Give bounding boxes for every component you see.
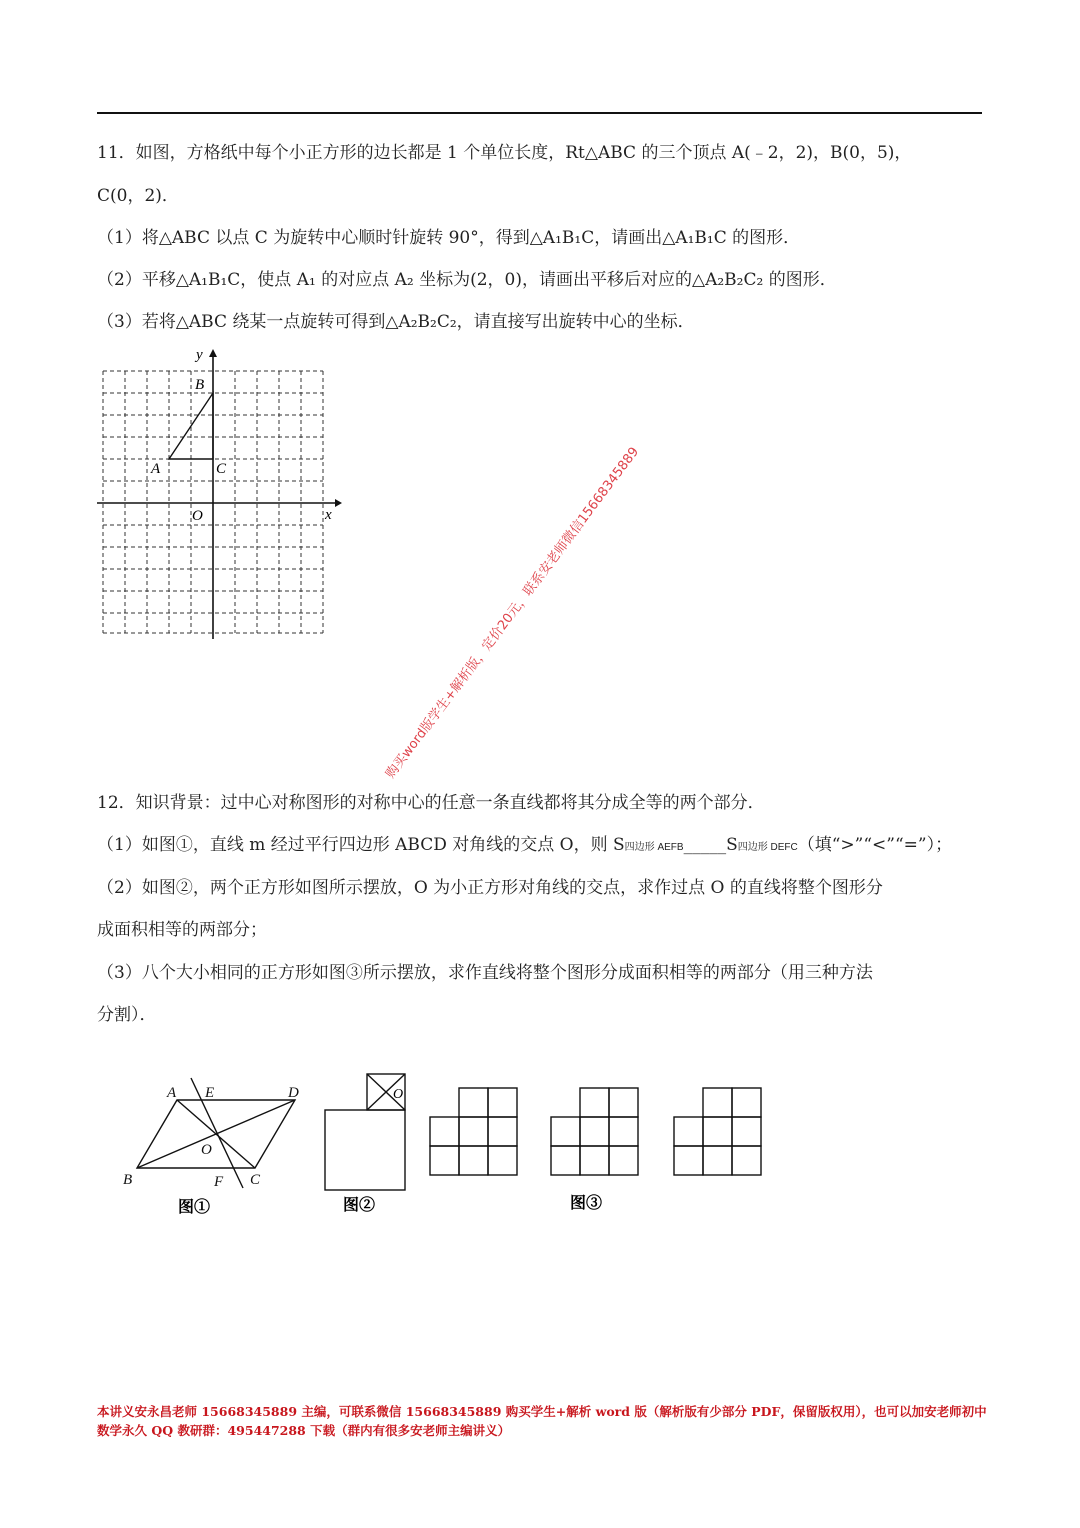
x-axis-arrow [335,499,342,507]
q12-part3b: 分割）． [97,1005,157,1025]
q12-part1-sub1: 四边形 AEFB [624,842,684,853]
q12-part2a: （2）如图②，两个正方形如图所示摆放，O 为小正方形对角线的交点，求作过点 O 的直线将整个图形分 [97,878,883,898]
fig3-grid-c [674,1088,761,1175]
watermark-text: 购买word版学生+解析版，定价20元，联系安老师微信15668345889 [383,444,643,782]
point-c-label: C [216,461,227,477]
fig1-label-b: B [123,1172,133,1188]
q12-part1-blank: _____ [683,835,727,855]
point-a-label: A [151,461,161,477]
fig1-label-o: O [201,1142,212,1158]
q11-part3: （3）若将△ABC 绕某一点旋转可得到△A₂B₂C₂，请直接写出旋转中心的坐标． [97,312,695,332]
q12-part1 [97,833,952,860]
header-rule [97,112,982,114]
q12-part1-sub2: 四边形 DEFC [737,842,798,853]
fig3-grid-a [430,1088,517,1175]
fig1-caption: 图① [178,1197,211,1216]
q12-part1-text: （1）如图①，直线 m 经过平行四边形 ABCD 对角线的交点 O，则 S [97,835,625,855]
q11-grid-figure [95,345,345,645]
footer-notice: 本讲义安永昌老师 15668345889 主编，可联系微信 15668345889 购买学生+解析 word 版（解析版有少部分 PDF，保留版权用），也可以加安老师初中数学永久 QQ 教研群：495447288 下载（群内有很多安老师主编讲义） [97,1404,987,1438]
fig2-caption: 图② [343,1195,376,1214]
q11-line1: 11．如图，方格纸中每个小正方形的边长都是 1 个单位长度，Rt△ABC 的三个顶点 A(﹣2，2)，B(0，5)， [97,143,912,163]
fig1-label-f: F [214,1174,224,1190]
fig2-label-o: O [393,1087,404,1102]
x-axis-label: x [325,507,332,523]
q12-part3a: （3）八个大小相同的正方形如图③所示摆放，求作直线将整个图形分成面积相等的两部分（用三种方法 [97,963,873,983]
fig1-parallelogram [137,1078,295,1188]
q12-figures [115,1070,795,1220]
q12-part2b: 成面积相等的两部分； [97,920,267,940]
fig1-label-c: C [250,1172,261,1188]
q11-line2: C(0，2)． [97,186,179,206]
q12-part1-s2: S [726,835,738,855]
fig1-label-e: E [205,1085,215,1101]
fig3-caption: 图③ [570,1193,603,1212]
origin-label: O [192,508,203,524]
y-axis-label: y [196,347,203,363]
y-axis-arrow [209,349,217,357]
point-b-label: B [195,377,205,393]
q12-line1: 12．知识背景：过中心对称图形的对称中心的任意一条直线都将其分成全等的两个部分． [97,793,765,813]
q12-part1-after: （填“>”“<”“=”）； [797,835,953,855]
fig1-label-a: A [167,1085,177,1101]
q11-part1: （1）将△ABC 以点 C 为旋转中心顺时针旋转 90°，得到△A₁B₁C，请画出△A₁B₁C 的图形． [97,228,801,248]
fig3-grid-b [551,1088,638,1175]
fig1-label-d: D [288,1085,299,1101]
q11-part2: （2）平移△A₁B₁C，使点 A₁ 的对应点 A₂ 坐标为(2，0)，请画出平移后对应的△A₂B₂C₂ 的图形． [97,270,837,290]
